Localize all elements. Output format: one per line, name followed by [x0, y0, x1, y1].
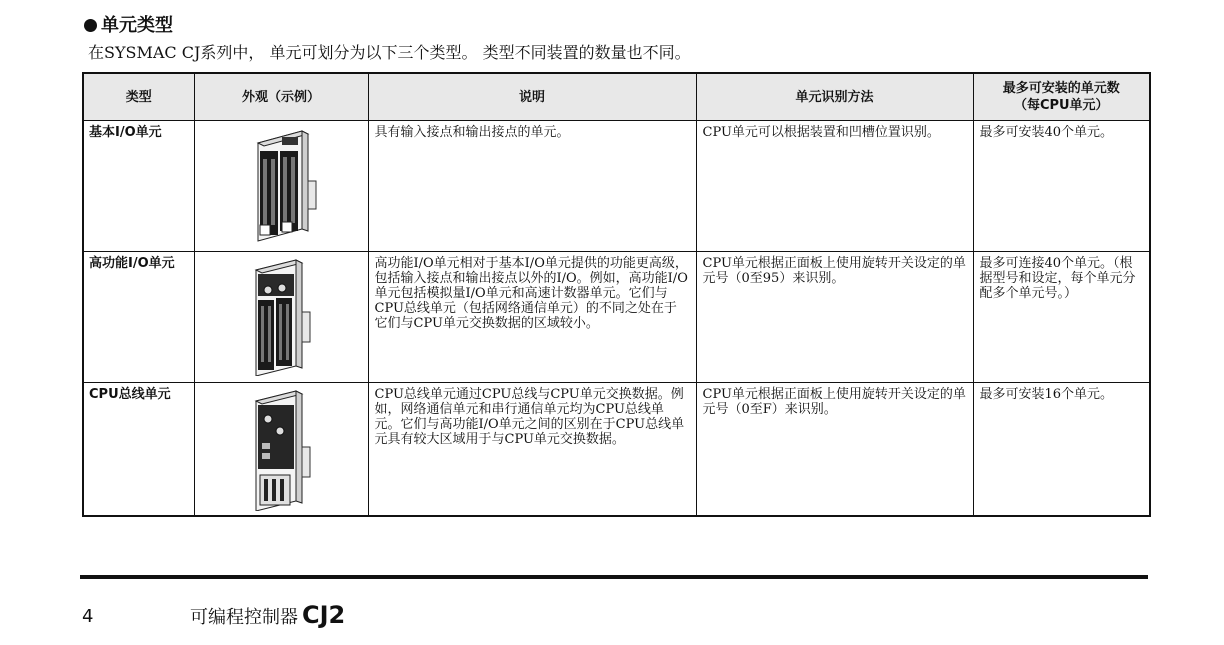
- row-max-units: 最多可连接40个单元。（根据型号和设定，每个单元分配多个单元号。）: [973, 252, 1150, 383]
- footer-title-text: 可编程控制器: [190, 607, 298, 628]
- row-max-units: 最多可安装40个单元。: [973, 121, 1150, 252]
- header-max-units-line2: （每CPU单元）: [1013, 98, 1109, 113]
- bullet-icon: [84, 19, 97, 32]
- footer-rule: [80, 575, 1148, 579]
- row-max-units: 最多可安装16个单元。: [973, 383, 1150, 517]
- table-row: [83, 252, 1150, 383]
- row-appearance: [194, 252, 368, 383]
- header-description: 说明: [368, 73, 696, 121]
- header-max-units: [973, 73, 1150, 121]
- footer-title: [190, 601, 345, 629]
- header-type: 类型: [83, 73, 194, 121]
- row-description: CPU总线单元通过CPU总线与CPU单元交换数据。例如，网络通信单元和串行通信单元均为CPU总线单元。它们与高功能I/O单元之间的区别在于CPU总线单元具有较大区域用于与CPU单元交换数据。: [368, 383, 696, 517]
- table-row: [83, 121, 1150, 252]
- table-row: [83, 383, 1150, 517]
- special-io-unit-image: [236, 256, 326, 376]
- row-appearance: [194, 383, 368, 517]
- row-type: 基本I/O单元: [83, 121, 194, 252]
- intro-text: 在SYSMAC CJ系列中， 单元可划分为以下三个类型。 类型不同装置的数量也不同。: [88, 43, 691, 62]
- header-appearance: 外观（示例）: [194, 73, 368, 121]
- cpu-bus-unit-image: [236, 387, 326, 511]
- row-type: CPU总线单元: [83, 383, 194, 517]
- row-description: 具有输入接点和输出接点的单元。: [368, 121, 696, 252]
- row-identification: CPU单元可以根据装置和凹槽位置识别。: [696, 121, 973, 252]
- basic-io-unit-image: [236, 125, 326, 243]
- row-description: 高功能I/O单元相对于基本I/O单元提供的功能更高级，包括输入接点和输出接点以外的I/O。例如，高功能I/O单元包括模拟量I/O单元和高速计数器单元。它们与CPU总线单元（包括网络通信单元）的不同之处在于它们与CPU单元交换数据的区域较小。: [368, 252, 696, 383]
- header-identification: 单元识别方法: [696, 73, 973, 121]
- row-type: 高功能I/O单元: [83, 252, 194, 383]
- row-identification: CPU单元根据正面板上使用旋转开关设定的单元号（0至F）来识别。: [696, 383, 973, 517]
- row-appearance: [194, 121, 368, 252]
- header-max-units-line1: 最多可安装的单元数: [1002, 81, 1120, 96]
- unit-types-table: [82, 72, 1151, 517]
- footer-model: CJ2: [302, 601, 346, 629]
- table-header-row: [83, 73, 1150, 121]
- section-title: [84, 14, 173, 38]
- page-number: 4: [82, 606, 94, 627]
- row-identification: CPU单元根据正面板上使用旋转开关设定的单元号（0至95）来识别。: [696, 252, 973, 383]
- section-title-text: 单元类型: [101, 15, 173, 36]
